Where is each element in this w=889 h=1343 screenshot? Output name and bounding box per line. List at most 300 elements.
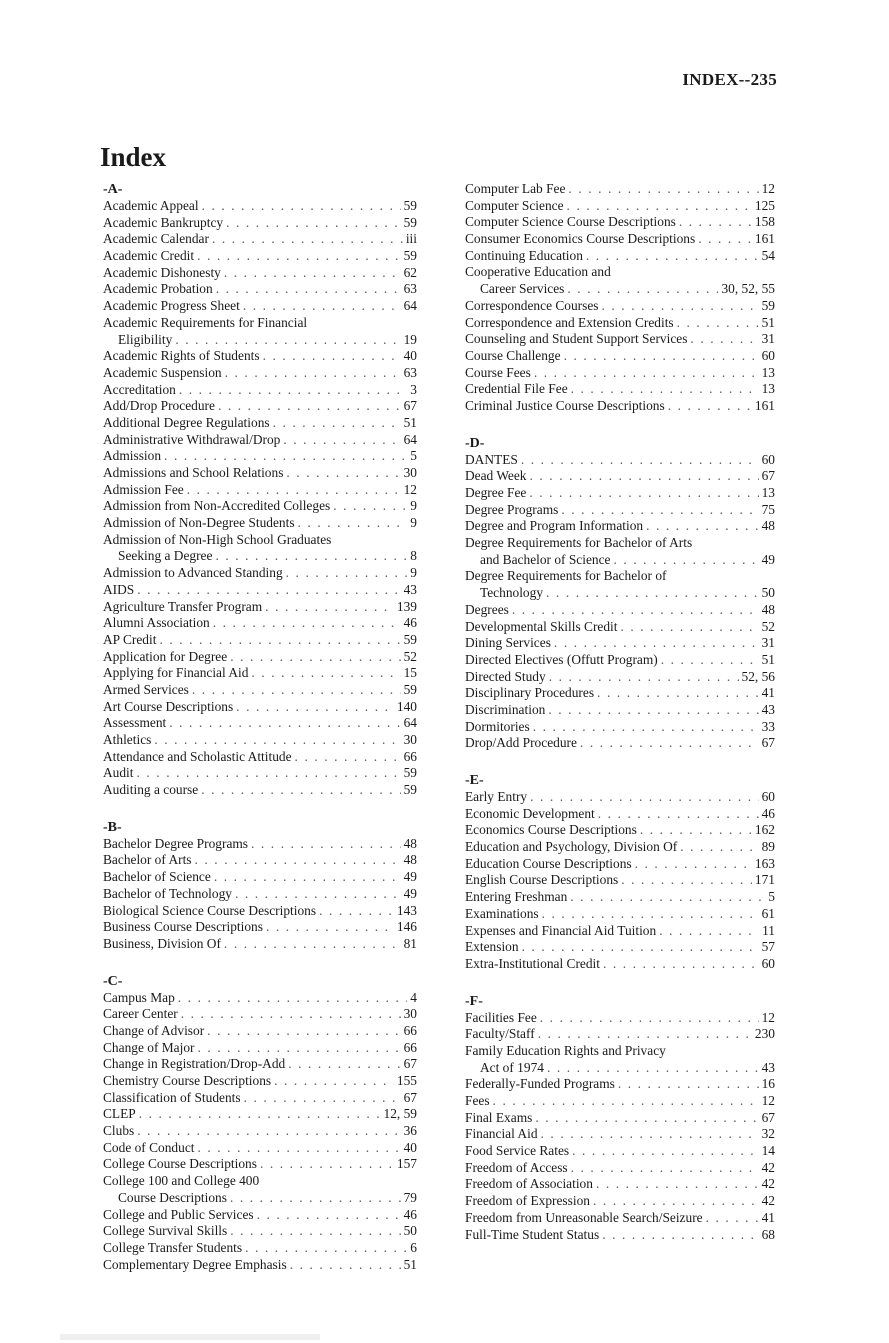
index-entry-continuation: Seeking a Degree bbox=[118, 548, 213, 564]
dot-leader bbox=[218, 398, 401, 415]
dot-leader bbox=[602, 298, 759, 315]
dot-leader bbox=[159, 632, 400, 649]
page-number: 6 bbox=[410, 1239, 417, 1255]
index-entry-text: Dormitories bbox=[465, 718, 530, 734]
page-number: 146 bbox=[396, 919, 417, 935]
page-number: 51 bbox=[761, 314, 775, 330]
page-number: 30 bbox=[403, 1006, 417, 1022]
dot-leader bbox=[213, 615, 401, 632]
page-number: 57 bbox=[761, 939, 775, 955]
index-entry-text: Academic Suspension bbox=[103, 364, 222, 380]
dot-leader bbox=[564, 348, 759, 365]
index-entry-continuation: Technology bbox=[480, 585, 544, 601]
index-entry-text: Education and Psychology, Division Of bbox=[465, 839, 678, 855]
index-entry bbox=[465, 956, 775, 973]
index-entry-text: Economic Development bbox=[465, 805, 595, 821]
index-entry-text: Faculty/Staff bbox=[465, 1026, 535, 1042]
index-entry-text: Food Service Rates bbox=[465, 1143, 570, 1159]
page-number: 12 bbox=[761, 181, 775, 196]
section-heading: -F- bbox=[465, 993, 483, 1009]
dot-leader bbox=[570, 889, 765, 906]
index-entry-text: DANTES bbox=[465, 451, 518, 467]
index-entry-text: Fees bbox=[465, 1093, 490, 1108]
index-entry bbox=[465, 702, 775, 719]
index-entry bbox=[103, 382, 417, 399]
index-entry-text: Bachelor of Arts bbox=[103, 852, 192, 868]
page-number: 143 bbox=[396, 902, 417, 918]
dot-leader bbox=[212, 231, 403, 248]
index-entry bbox=[465, 365, 775, 382]
index-entry bbox=[465, 923, 775, 940]
dot-leader bbox=[554, 635, 759, 652]
index-entry-text: Cooperative Education and bbox=[465, 264, 611, 280]
page-number: 66 bbox=[403, 1039, 417, 1055]
page-number: 40 bbox=[403, 348, 417, 364]
index-entry-text: Computer Lab Fee bbox=[465, 181, 566, 196]
page-number: 46 bbox=[403, 615, 417, 631]
index-entry bbox=[465, 1076, 775, 1093]
dot-leader bbox=[244, 1090, 401, 1107]
index-entry bbox=[465, 214, 775, 231]
page-number: 52, 56 bbox=[741, 668, 775, 684]
page-title: Index bbox=[100, 142, 167, 172]
dot-leader bbox=[178, 990, 408, 1007]
page-number: 9 bbox=[410, 565, 417, 581]
dot-leader bbox=[290, 1257, 401, 1274]
dot-leader bbox=[541, 1126, 759, 1143]
dot-leader bbox=[618, 1076, 759, 1093]
page-number: 31 bbox=[761, 331, 775, 347]
index-entry-text: AIDS bbox=[103, 581, 135, 597]
page-number: 13 bbox=[761, 364, 775, 380]
index-entry bbox=[103, 665, 417, 682]
dot-leader bbox=[137, 582, 400, 599]
page-number: 60 bbox=[761, 451, 775, 467]
page-number: 50 bbox=[761, 585, 775, 601]
scan-artifact bbox=[60, 1334, 320, 1340]
index-entry-text: Academic Progress Sheet bbox=[103, 298, 240, 314]
page-number: 42 bbox=[761, 1193, 775, 1209]
index-entry-text: Continuing Education bbox=[465, 247, 583, 263]
index-entry bbox=[103, 936, 417, 953]
index-entry bbox=[103, 198, 417, 215]
dot-leader bbox=[598, 806, 759, 823]
page-number: 5 bbox=[768, 889, 775, 905]
index-entry-text: Campus Map bbox=[103, 989, 175, 1005]
index-entry bbox=[103, 782, 417, 799]
index-entry bbox=[103, 715, 417, 732]
index-entry bbox=[465, 181, 775, 198]
index-entry-text: Academic Calendar bbox=[103, 231, 209, 247]
dot-leader bbox=[568, 181, 758, 198]
index-entry bbox=[103, 1140, 417, 1157]
index-entry bbox=[465, 468, 775, 485]
page-number: 59 bbox=[403, 214, 417, 230]
index-entry-text: Change of Advisor bbox=[103, 1022, 205, 1038]
index-entry bbox=[103, 869, 417, 886]
index-entry-text: Examinations bbox=[465, 905, 539, 921]
index-entry bbox=[465, 518, 775, 535]
dot-leader bbox=[295, 749, 401, 766]
page-number: 81 bbox=[403, 935, 417, 951]
index-entry-text: Clubs bbox=[103, 1123, 135, 1139]
index-entry bbox=[465, 1210, 775, 1227]
index-entry bbox=[465, 939, 775, 956]
dot-leader bbox=[197, 248, 401, 265]
index-column-right bbox=[465, 181, 775, 1263]
page-number: 12 bbox=[761, 1009, 775, 1025]
index-entry bbox=[465, 839, 775, 856]
dot-leader bbox=[661, 652, 759, 669]
dot-leader bbox=[273, 415, 401, 432]
page-number: 60 bbox=[761, 955, 775, 971]
index-entry bbox=[103, 332, 417, 349]
index-entry-text: Disciplinary Procedures bbox=[465, 685, 595, 701]
dot-leader bbox=[274, 1073, 394, 1090]
index-entry bbox=[465, 1110, 775, 1127]
index-entry-continuation: Act of 1974 bbox=[480, 1059, 544, 1075]
index-entry bbox=[465, 1060, 775, 1077]
dot-leader bbox=[572, 1143, 758, 1160]
page-number: 230 bbox=[754, 1026, 775, 1042]
dot-leader bbox=[288, 1056, 400, 1073]
index-entry-text: Additional Degree Regulations bbox=[103, 414, 270, 430]
index-entry-text: Academic Rights of Students bbox=[103, 348, 260, 364]
page-number: 5 bbox=[410, 448, 417, 464]
index-entry bbox=[103, 1090, 417, 1107]
page-number: iii bbox=[405, 231, 417, 247]
page-number: 59 bbox=[403, 782, 417, 798]
index-section bbox=[465, 181, 775, 415]
dot-leader bbox=[614, 552, 759, 569]
dot-leader bbox=[522, 939, 759, 956]
index-entry bbox=[103, 732, 417, 749]
page-number: 161 bbox=[754, 397, 775, 413]
page-number: 51 bbox=[403, 414, 417, 430]
dot-leader bbox=[224, 265, 401, 282]
index-entry bbox=[103, 1223, 417, 1240]
index-entry-text: Computer Science bbox=[465, 197, 564, 213]
index-entry bbox=[103, 1156, 417, 1173]
page-number: 48 bbox=[403, 835, 417, 851]
dot-leader bbox=[257, 1207, 401, 1224]
index-entry-text: Financial Aid bbox=[465, 1126, 538, 1142]
index-entry-text: Credential File Fee bbox=[465, 381, 568, 397]
dot-leader bbox=[530, 789, 759, 806]
dot-leader bbox=[597, 685, 759, 702]
running-head: INDEX--235 bbox=[682, 70, 777, 89]
index-entry-text: AP Credit bbox=[103, 631, 157, 647]
index-entry-text: Bachelor of Technology bbox=[103, 885, 232, 901]
dot-leader bbox=[164, 448, 407, 465]
index-entry bbox=[103, 365, 417, 382]
index-entry bbox=[103, 348, 417, 365]
index-entry bbox=[465, 248, 775, 265]
index-entry bbox=[465, 331, 775, 348]
dot-leader bbox=[680, 839, 758, 856]
index-section bbox=[465, 435, 775, 752]
page-number: 13 bbox=[761, 381, 775, 397]
index-entry-text: Degree and Program Information bbox=[465, 518, 644, 534]
index-entry-text: Business Course Descriptions bbox=[103, 919, 263, 935]
dot-leader bbox=[698, 231, 752, 248]
index-entry-text: Consumer Economics Course Descriptions bbox=[465, 231, 696, 247]
dot-leader bbox=[251, 836, 401, 853]
index-entry-text: Extension bbox=[465, 939, 519, 955]
page-number: 59 bbox=[403, 248, 417, 264]
page-number: 46 bbox=[403, 1206, 417, 1222]
index-entry bbox=[103, 231, 417, 248]
page-number: 50 bbox=[403, 1223, 417, 1239]
index-entry-text: Extra-Institutional Credit bbox=[465, 955, 600, 971]
index-entry bbox=[103, 632, 417, 649]
section-heading: -E- bbox=[465, 773, 484, 788]
index-section bbox=[103, 819, 417, 953]
page-number: 161 bbox=[754, 231, 775, 247]
page-number: 14 bbox=[761, 1143, 775, 1159]
index-entry-text: Expenses and Financial Aid Tuition bbox=[465, 922, 657, 938]
index-entry bbox=[465, 1143, 775, 1160]
index-entry bbox=[465, 1193, 775, 1210]
dot-leader bbox=[215, 548, 407, 565]
index-entry-text: College and Public Services bbox=[103, 1206, 254, 1222]
dot-leader bbox=[198, 1140, 401, 1157]
dot-leader bbox=[263, 348, 401, 365]
index-section bbox=[103, 181, 417, 799]
index-entry-text: Audit bbox=[103, 765, 134, 781]
page-number: 46 bbox=[761, 805, 775, 821]
index-entry bbox=[103, 465, 417, 482]
page-number: 12 bbox=[403, 481, 417, 497]
page-number: 41 bbox=[761, 1209, 775, 1225]
index-entry bbox=[103, 1190, 417, 1207]
index-entry bbox=[465, 1010, 775, 1027]
index-entry-text: Degree Fee bbox=[465, 485, 527, 500]
page-number: 60 bbox=[761, 347, 775, 363]
index-entry bbox=[465, 1026, 775, 1043]
dot-leader bbox=[192, 682, 401, 699]
page-number: 62 bbox=[403, 264, 417, 280]
dot-leader bbox=[251, 665, 400, 682]
index-entry bbox=[465, 452, 775, 469]
index-entry bbox=[465, 198, 775, 215]
index-entry-text: Alumni Association bbox=[103, 615, 210, 631]
index-entry-continuation: and Bachelor of Science bbox=[480, 551, 611, 567]
section-heading: -A- bbox=[103, 182, 123, 197]
index-entry bbox=[103, 1240, 417, 1257]
dot-leader bbox=[224, 936, 401, 953]
index-entry bbox=[465, 231, 775, 248]
index-entry bbox=[103, 398, 417, 415]
dot-leader bbox=[706, 1210, 759, 1227]
index-entry-text: Course Challenge bbox=[465, 347, 561, 363]
index-entry-text: Agriculture Transfer Program bbox=[103, 598, 263, 614]
page-number: 49 bbox=[761, 551, 775, 567]
page-number: 40 bbox=[403, 1139, 417, 1155]
dot-leader bbox=[567, 281, 718, 298]
index-entry-text: Academic Probation bbox=[103, 281, 213, 297]
index-entry-text: Family Education Rights and Privacy bbox=[465, 1042, 666, 1058]
index-entry-text: Applying for Financial Aid bbox=[103, 665, 249, 681]
index-entry-text: Chemistry Course Descriptions bbox=[103, 1073, 272, 1088]
index-entry-text: Criminal Justice Course Descriptions bbox=[465, 397, 665, 413]
index-entry bbox=[465, 635, 775, 652]
index-entry-text: Developmental Skills Credit bbox=[465, 618, 618, 634]
dot-leader bbox=[175, 332, 400, 349]
index-entry-text: CLEP bbox=[103, 1106, 136, 1122]
index-entry-text: Discrimination bbox=[465, 701, 546, 717]
index-entry bbox=[465, 806, 775, 823]
index-entry-text: Change in Registration/Drop-Add bbox=[103, 1056, 286, 1072]
page-number: 8 bbox=[410, 548, 417, 564]
index-entry-text: Entering Freshman bbox=[465, 889, 568, 905]
dot-leader bbox=[546, 585, 759, 602]
index-entry bbox=[465, 789, 775, 806]
index-entry-text: Complementary Degree Emphasis bbox=[103, 1256, 287, 1272]
index-entry-text: Federally-Funded Programs bbox=[465, 1076, 615, 1092]
index-entry bbox=[103, 682, 417, 699]
dot-leader bbox=[230, 1190, 401, 1207]
index-entry-text: Education Course Descriptions bbox=[465, 855, 632, 871]
page-number: 67 bbox=[403, 1089, 417, 1105]
index-entry-text: Dining Services bbox=[465, 635, 551, 651]
index-entry-text: Degrees bbox=[465, 601, 509, 617]
page-number: 59 bbox=[403, 765, 417, 781]
page-number: 12, 59 bbox=[383, 1106, 417, 1122]
index-entry-text: College Survival Skills bbox=[103, 1223, 228, 1239]
page-number: 3 bbox=[410, 381, 417, 397]
page-number: 64 bbox=[403, 298, 417, 314]
index-entry bbox=[465, 906, 775, 923]
page-number: 63 bbox=[403, 364, 417, 380]
index-entry bbox=[465, 281, 775, 298]
page-number: 48 bbox=[761, 518, 775, 534]
page-number: 11 bbox=[762, 922, 775, 938]
index-entry bbox=[465, 1126, 775, 1143]
page-number: 59 bbox=[761, 297, 775, 313]
dot-leader bbox=[635, 856, 752, 873]
index-section bbox=[465, 772, 775, 973]
index-entry-text: Administrative Withdrawal/Drop bbox=[103, 431, 281, 447]
page-number: 157 bbox=[396, 1156, 417, 1172]
page-number: 61 bbox=[761, 905, 775, 921]
dot-leader bbox=[319, 903, 394, 920]
page-number: 52 bbox=[403, 648, 417, 664]
index-entry-text: Application for Degree bbox=[103, 648, 228, 664]
page-number: 68 bbox=[761, 1226, 775, 1242]
dot-leader bbox=[493, 1093, 759, 1110]
index-entry-text: Auditing a course bbox=[103, 782, 199, 798]
index-entry bbox=[465, 669, 775, 686]
dot-leader bbox=[586, 248, 759, 265]
page-number: 140 bbox=[396, 698, 417, 714]
index-entry bbox=[465, 719, 775, 736]
dot-leader bbox=[530, 468, 759, 485]
index-entry bbox=[465, 585, 775, 602]
page-number: 13 bbox=[761, 485, 775, 500]
page-number: 43 bbox=[761, 701, 775, 717]
page-number: 79 bbox=[403, 1189, 417, 1205]
index-entry-text: Admission of Non-High School Graduates bbox=[103, 531, 332, 547]
dot-leader bbox=[596, 1176, 759, 1193]
dot-leader bbox=[567, 198, 752, 215]
dot-leader bbox=[260, 1156, 394, 1173]
index-entry-text: Academic Bankruptcy bbox=[103, 214, 224, 230]
index-entry-text: Academic Dishonesty bbox=[103, 264, 221, 280]
index-entry bbox=[103, 919, 417, 936]
dot-leader bbox=[169, 715, 400, 732]
index-entry bbox=[465, 315, 775, 332]
dot-leader bbox=[154, 732, 400, 749]
index-entry bbox=[103, 565, 417, 582]
page-number: 64 bbox=[403, 431, 417, 447]
dot-leader bbox=[668, 398, 752, 415]
dot-leader bbox=[230, 649, 400, 666]
page-number: 139 bbox=[396, 598, 417, 614]
dot-leader bbox=[640, 822, 752, 839]
index-entry-text: Economics Course Descriptions bbox=[465, 822, 637, 838]
dot-leader bbox=[690, 331, 758, 348]
index-entry-text: Freedom of Expression bbox=[465, 1193, 590, 1209]
index-entry-text: Admission Fee bbox=[103, 481, 184, 497]
page-number: 63 bbox=[403, 281, 417, 297]
index-entry bbox=[465, 652, 775, 669]
index-entry-text: Freedom from Unreasonable Search/Seizure bbox=[465, 1209, 703, 1225]
page-number: 15 bbox=[403, 665, 417, 681]
index-entry bbox=[465, 381, 775, 398]
page-number: 155 bbox=[396, 1073, 417, 1088]
index-entry bbox=[465, 485, 775, 502]
index-entry bbox=[103, 990, 417, 1007]
page-number: 51 bbox=[761, 651, 775, 667]
page-number: 125 bbox=[754, 197, 775, 213]
dot-leader bbox=[197, 1040, 400, 1057]
page-number: 163 bbox=[754, 855, 775, 871]
index-entry bbox=[103, 903, 417, 920]
dot-leader bbox=[202, 198, 401, 215]
index-entry bbox=[103, 1106, 417, 1123]
dot-leader bbox=[137, 765, 401, 782]
index-entry-text: Degree Requirements for Bachelor of bbox=[465, 568, 667, 584]
index-entry bbox=[103, 265, 417, 282]
dot-leader bbox=[195, 852, 401, 869]
dot-leader bbox=[677, 315, 759, 332]
dot-leader bbox=[529, 485, 758, 502]
dot-leader bbox=[659, 923, 759, 940]
index-entry bbox=[103, 1257, 417, 1274]
index-entry bbox=[103, 415, 417, 432]
dot-leader bbox=[679, 214, 752, 231]
dot-leader bbox=[265, 599, 394, 616]
index-entry-text: College Transfer Students bbox=[103, 1239, 243, 1255]
page-number: 12 bbox=[761, 1093, 775, 1108]
page-number: 33 bbox=[761, 718, 775, 734]
index-entry bbox=[103, 548, 417, 565]
page-number: 30, 52, 55 bbox=[721, 281, 775, 297]
index-entry-text: Correspondence and Extension Credits bbox=[465, 314, 674, 330]
dot-leader bbox=[533, 719, 759, 736]
dot-leader bbox=[593, 1193, 759, 1210]
index-entry bbox=[103, 1006, 417, 1023]
page-number: 9 bbox=[410, 498, 417, 514]
index-entry bbox=[465, 602, 775, 619]
page-number: 67 bbox=[761, 468, 775, 484]
index-entry bbox=[465, 856, 775, 873]
index-entry bbox=[465, 872, 775, 889]
page-number: 49 bbox=[403, 869, 417, 885]
index-entry bbox=[103, 852, 417, 869]
index-entry bbox=[103, 1207, 417, 1224]
